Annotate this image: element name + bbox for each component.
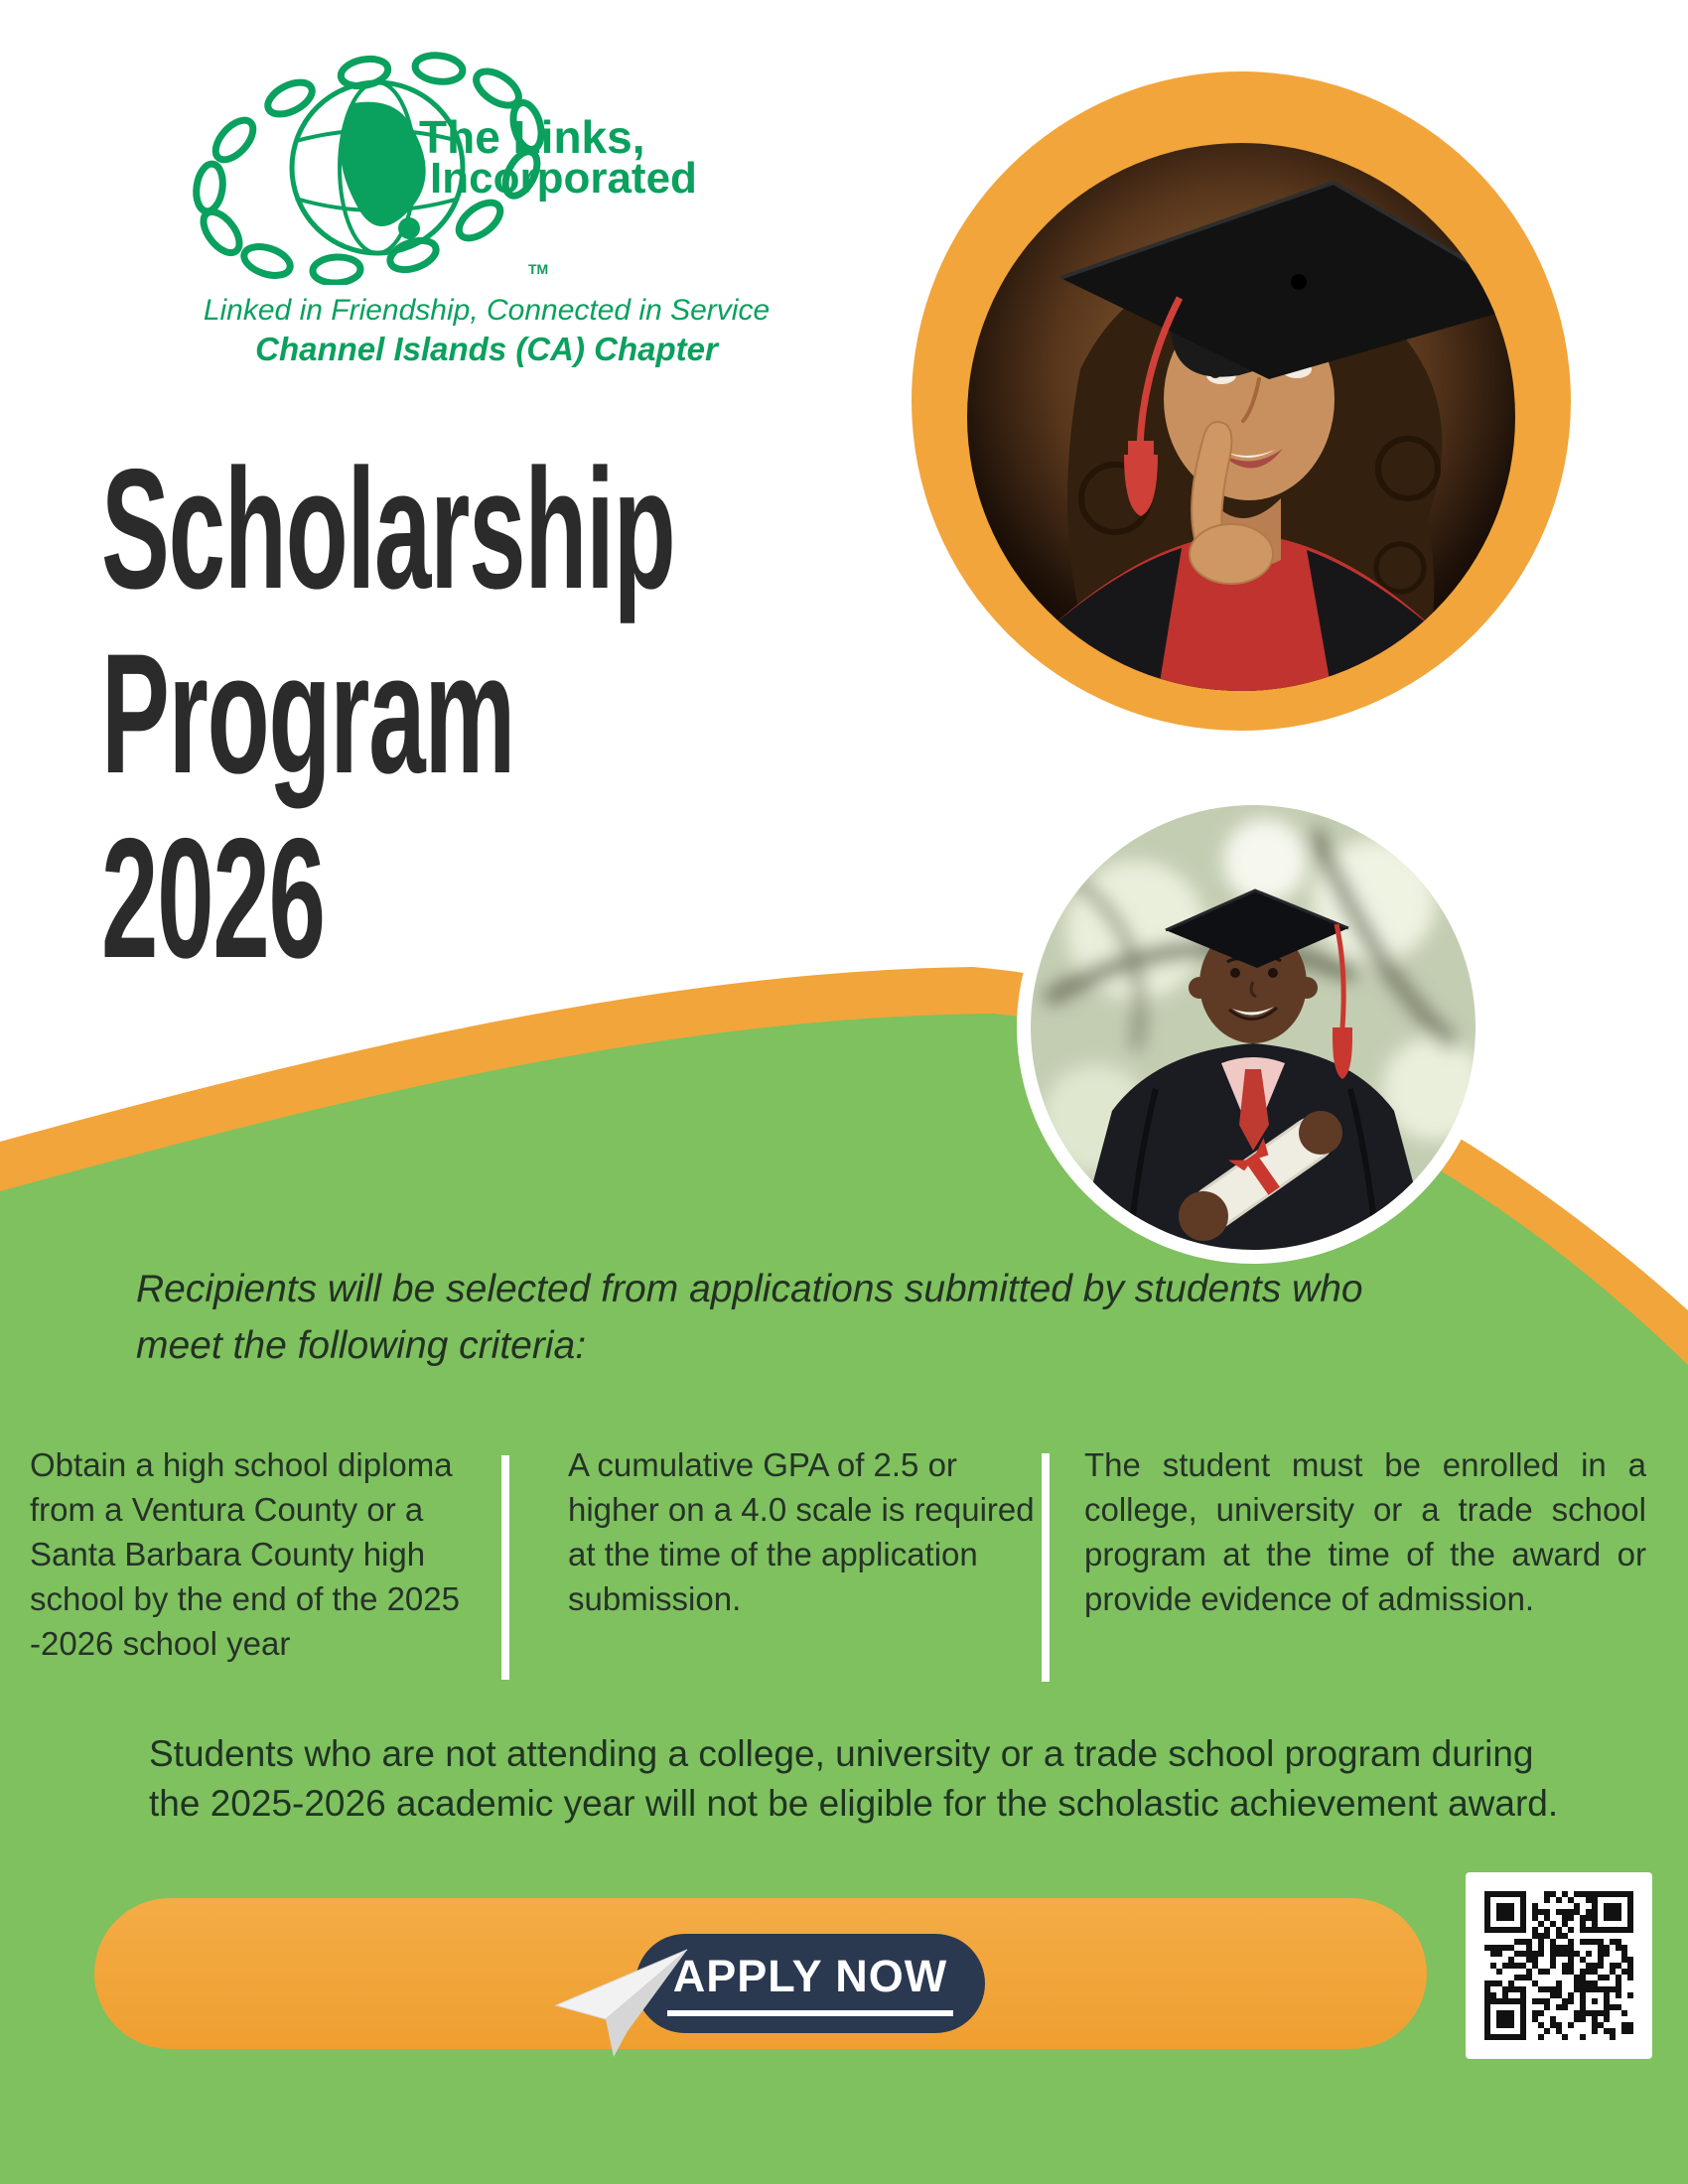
intro-text: Recipients will be selected from applications submitted by students who meet the following criteria: (136, 1268, 1363, 1367)
graduate-woman-photo (912, 71, 1571, 731)
column-divider-2 (1042, 1453, 1050, 1682)
title-line-3: 2026 (101, 803, 325, 994)
logo-trademark: TM (528, 261, 549, 277)
graduate-man-photo (1017, 791, 1489, 1264)
apply-now-label: APPLY NOW (667, 1951, 954, 2016)
criterion-gpa: A cumulative GPA of 2.5 or higher on a 4.0 scale is required at the time of the application submission. (568, 1446, 1035, 1617)
qr-code-pattern (1484, 1891, 1633, 2040)
eligibility-note: Students who are not attending a college, university or a trade school program during the 2025-2026 academic year will not be eligible for the scholastic achievement award. (149, 1733, 1559, 1824)
column-divider-1 (501, 1455, 509, 1680)
qr-code (1466, 1872, 1652, 2059)
logo-org-name-line2: Incorporated (430, 154, 697, 203)
logo-tagline: Linked in Friendship, Connected in Service (203, 294, 771, 327)
title-line-2: Program (101, 618, 514, 809)
paper-plane-icon (548, 1944, 697, 2061)
logo-org-name-line1: The Links, (419, 111, 645, 163)
page-title (101, 434, 675, 994)
criterion-diploma: Obtain a high school diploma from a Ventura County or a Santa Barbara County high school by the end of the 2025 -2026 school year (30, 1446, 460, 1662)
criterion-enrollment: The student must be enrolled in a college, university or a trade school program at the time of the award or provide evidence of admission. (1084, 1446, 1646, 1617)
chapter-name: Channel Islands (CA) Chapter (255, 331, 718, 367)
links-globe-chain-logo (149, 42, 755, 285)
title-line-1: Scholarship (101, 434, 675, 624)
